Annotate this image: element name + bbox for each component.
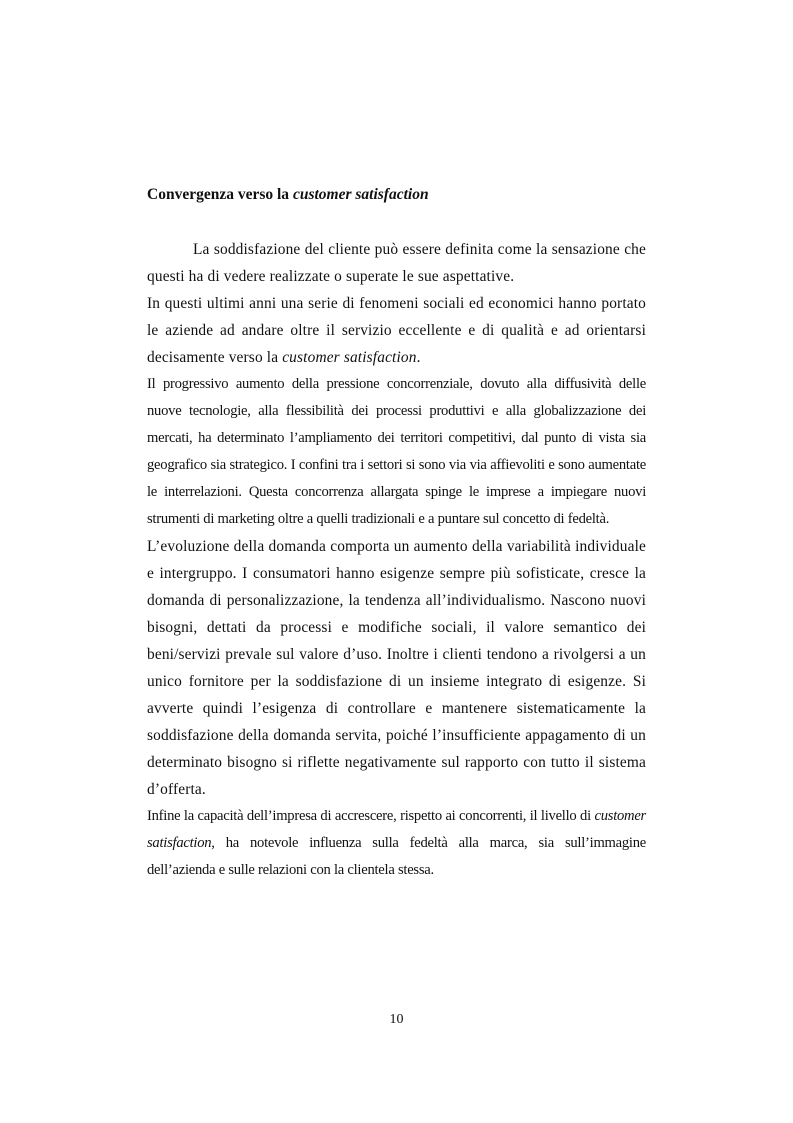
section-heading [147, 185, 647, 205]
paragraph-conclusion-text: Infine la capacità dell’impresa di accrescere, rispetto ai concorrenti, il livello di [147, 808, 595, 824]
paragraph-definition: La soddisfazione del cliente può essere definita come la sensazione che questi ha di vedere realizzate o superate le sue aspettative. [147, 241, 646, 285]
paragraph-conclusion-end: , ha notevole influenza sulla fedeltà alla marca, sia sull’immagine dell’azienda e sulle relazioni con la clientela stessa. [147, 835, 646, 878]
heading-text: Convergenza verso la [147, 186, 293, 203]
paragraph-demand: L’evoluzione della domanda comporta un aumento della variabilità individuale e intergruppo. I consumatori hanno esigenze sempre più sofisticate, cresce la domanda di personalizzazione, la tendenza all’individualismo. Nascono nuovi bisogni, dettati da processi e modifiche sociali, il valore semantico dei beni/servizi prevale sul valore d’uso. Inoltre i clienti tendono a rivolgersi a un unico fornitore per la soddisfazione di un insieme integrato di esigenze. Si avverte quindi l’esigenza di controllare e mantenere sistematicamente la soddisfazione della domanda servita, poiché l’insufficiente appagamento di un determinato bisogno si riflette negativamente sul rapporto con tutto il sistema d’offerta. [147, 538, 646, 798]
body-text [147, 236, 646, 884]
paragraph-orientation [147, 290, 646, 371]
page-number: 10 [389, 1012, 404, 1027]
paragraph-conclusion [147, 803, 646, 884]
paragraph-competition: Il progressivo aumento della pressione concorrenziale, dovuto alla diffusività delle nuove tecnologie, alla flessibilità dei processi produttivi e alla globalizzazione dei mercati, ha determinato l’ampliamento dei territori competitivi, dal punto di vista sia geografico sia strategico. I confini tra i settori si sono via via affievoliti e sono aumentate le interrelazioni. Questa concorrenza allargata spinge le imprese a impiegare nuovi strumenti di marketing oltre a quelli tradizionali e a puntare sul concetto di fedeltà. [147, 376, 646, 527]
paragraph-orientation-italic: customer satisfaction [282, 349, 417, 366]
heading-italic-text: customer satisfaction [292, 186, 429, 203]
paragraph-orientation-text: In questi ultimi anni una serie di fenomeni sociali ed economici hanno portato le aziende ad andare oltre il servizio eccellente e di qualità e ad orientarsi decisamente verso la [147, 295, 646, 366]
paragraph-orientation-end: . [416, 349, 421, 366]
paragraph-conclusion-italic: customer satisfaction [147, 808, 646, 851]
